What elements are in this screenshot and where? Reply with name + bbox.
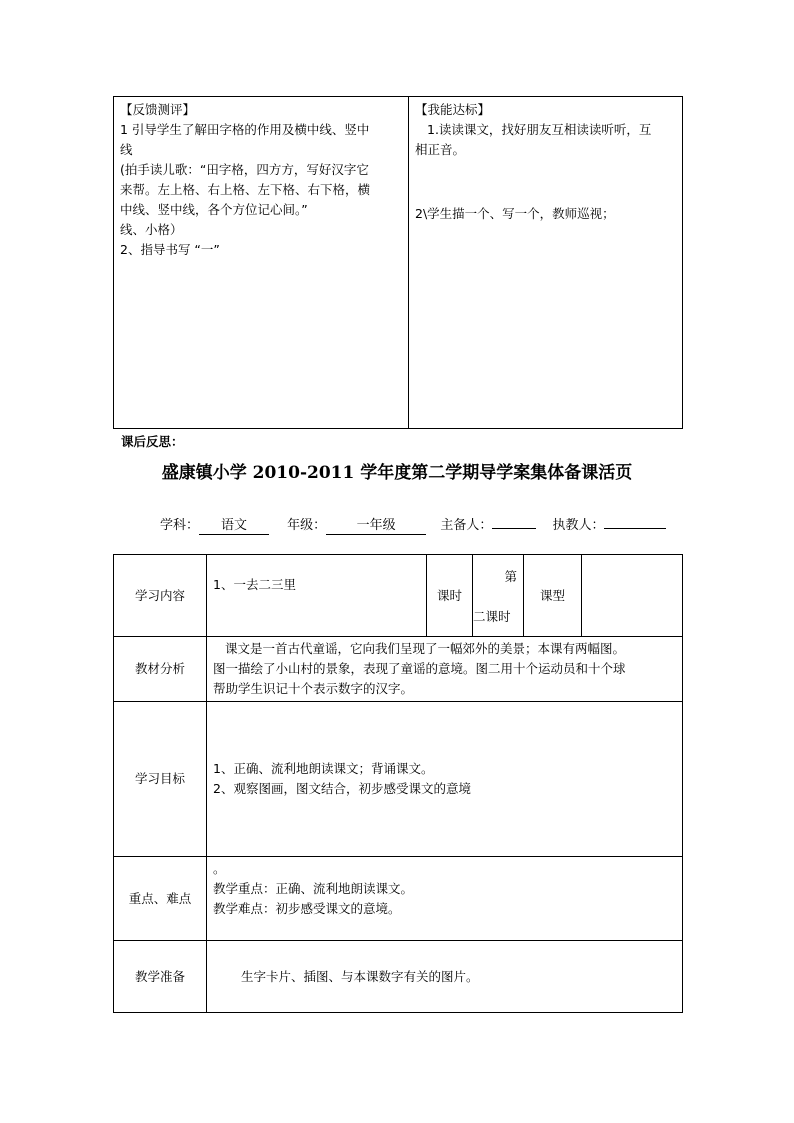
feedback-line: 2、指导书写 “一” bbox=[120, 242, 220, 257]
feedback-table bbox=[113, 96, 683, 429]
period-value-top: 第 bbox=[504, 569, 517, 584]
feedback-line: (拍手读儿歌：“田字格，四方方，写好汉字它 bbox=[120, 162, 369, 177]
feedback-line: 线、小格） bbox=[120, 222, 183, 237]
goals-line: 2、观察图画，图文结合，初步感受课文的意境 bbox=[213, 781, 471, 796]
key-points-label: 重点、难点 bbox=[114, 857, 207, 941]
analysis-line: 图一描绘了小山村的景象，表现了童谣的意境。图二用十个运动员和十个球 bbox=[213, 661, 626, 676]
feedback-cell bbox=[114, 97, 409, 429]
analysis-line: 课文是一首古代童谣，它向我们呈现了一幅郊外的美景；本课有两幅图。 bbox=[225, 641, 626, 656]
preparer-label: 主备人： bbox=[440, 518, 493, 533]
goals-line: 1、正确、流利地朗读课文；背诵课文。 bbox=[213, 761, 434, 776]
key-points-cell bbox=[207, 857, 683, 941]
standard-line: 1.读读课文，找好朋友互相读读听听，互 bbox=[427, 122, 652, 137]
period-value bbox=[473, 555, 524, 637]
standard-header: 【我能达标】 bbox=[415, 102, 491, 117]
feedback-line: 1 引导学生了解田字格的作用及横中线、竖中 bbox=[120, 122, 370, 137]
feedback-line: 中线、竖中线，各个方位记心间。” bbox=[120, 202, 308, 217]
grade-label: 年级： bbox=[287, 518, 327, 533]
prep-label: 教学准备 bbox=[114, 941, 207, 1013]
goals-cell bbox=[207, 702, 683, 857]
reflection-label: 课后反思： bbox=[121, 434, 184, 449]
page-title: 盛康镇小学 2010-2011 学年度第二学期导学案集体备课活页 bbox=[161, 463, 633, 483]
subject-label: 学科： bbox=[160, 518, 200, 533]
analysis-label: 教材分析 bbox=[114, 637, 207, 702]
teacher-value bbox=[604, 528, 666, 529]
feedback-header: 【反馈测评】 bbox=[120, 102, 196, 117]
type-label: 课型 bbox=[524, 555, 582, 637]
content-value: 1、一去二三里 bbox=[207, 555, 427, 637]
standard-line: 2\学生描一个、写一个，教师巡视； bbox=[415, 206, 615, 221]
meta-line bbox=[160, 514, 666, 535]
analysis-cell bbox=[207, 637, 683, 702]
key-points-line: 教学难点：初步感受课文的意境。 bbox=[213, 901, 401, 916]
teacher-label: 执教人： bbox=[552, 518, 605, 533]
preparer-value bbox=[492, 528, 536, 529]
feedback-line: 线 bbox=[120, 142, 133, 157]
analysis-line: 帮助学生识记十个表示数字的汉字。 bbox=[213, 681, 414, 696]
period-value-bottom: 二课时 bbox=[473, 609, 511, 624]
lesson-table bbox=[113, 554, 683, 1013]
type-value bbox=[582, 555, 683, 637]
key-points-line: 教学重点：正确、流利地朗读课文。 bbox=[213, 881, 414, 896]
standard-cell bbox=[409, 97, 683, 429]
goals-label: 学习目标 bbox=[114, 702, 207, 857]
key-points-line: 。 bbox=[213, 861, 226, 876]
spacer bbox=[415, 160, 676, 204]
content-label: 学习内容 bbox=[114, 555, 207, 637]
feedback-line: 来帮。左上格、右上格、左下格、右下格，横 bbox=[120, 182, 371, 197]
standard-line: 相正音。 bbox=[415, 142, 466, 157]
prep-value: 生字卡片、插图、与本课数字有关的图片。 bbox=[207, 941, 683, 1013]
grade-value: 一年级 bbox=[326, 518, 426, 535]
period-label: 课时 bbox=[427, 555, 473, 637]
subject-value: 语文 bbox=[199, 518, 269, 535]
